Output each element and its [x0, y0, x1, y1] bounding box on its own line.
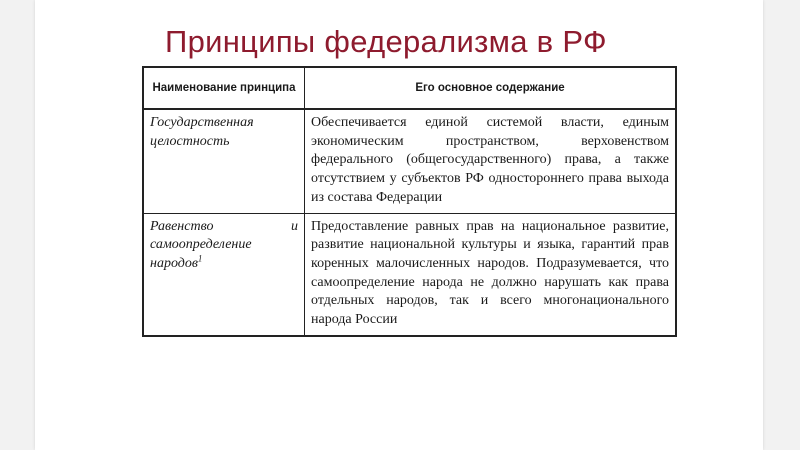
principle-name-cell [143, 109, 305, 213]
table-header-row [143, 67, 676, 109]
slide-title: Принципы федерализма в РФ [165, 24, 607, 59]
principles-table [142, 66, 677, 337]
header-principle-content: Его основное содержание [305, 67, 677, 109]
principle-name: Равенство и самоопределение народов [150, 218, 298, 271]
principle-name: Государственная целостность [150, 115, 254, 149]
principle-content: Обеспечивается единой системой власти, единым экономическим пространством, верховенством федерального (общегосударственного) права, а также отсутствием у субъектов РФ одностороннего права выхода из состава Федерации [305, 109, 677, 213]
table-row [143, 213, 676, 336]
header-principle-name: Наименование принципа [143, 67, 305, 109]
footnote-marker: 1 [197, 253, 203, 264]
principle-content: Предоставление равных прав на национальное развитие, развитие национальной культуры и языка, гарантий прав коренных малочисленных народов. Подразумевается, что самоопределение народа не должно нарушать как права отдельных народов, так и всего многонационального народа России [311, 218, 669, 328]
principle-name-cell [143, 213, 305, 336]
slide [35, 0, 763, 450]
table-row [143, 109, 676, 213]
